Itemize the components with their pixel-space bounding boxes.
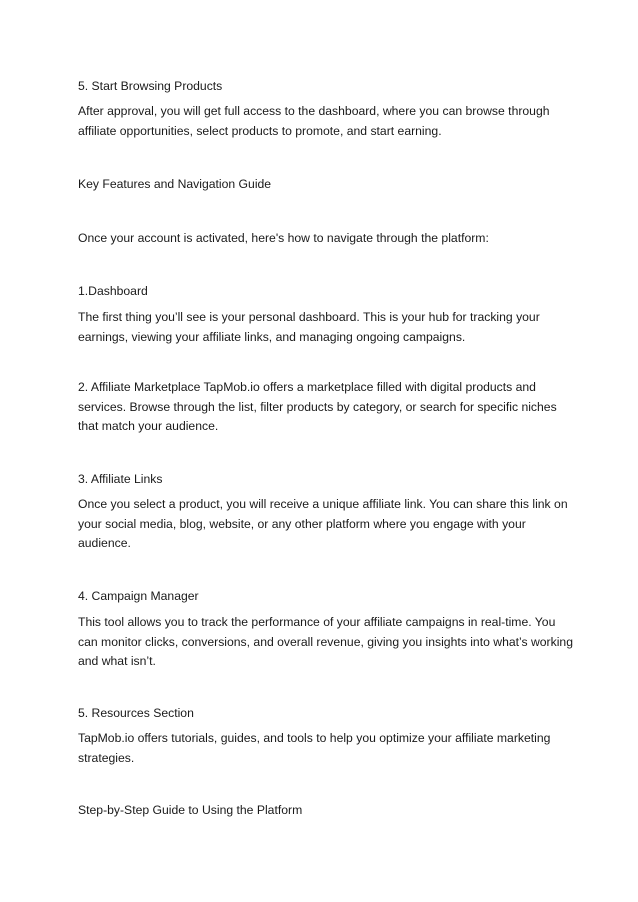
navigation-intro-paragraph: Once your account is activated, here's how to navigate through the platform: bbox=[78, 231, 489, 245]
campaign-manager-heading: 4. Campaign Manager bbox=[78, 589, 199, 603]
affiliate-links-paragraph: Once you select a product, you will receive a unique affiliate link. You can share this link on your social media, blog, website, or any other platform where you engage with your audience. bbox=[78, 497, 568, 550]
affiliate-marketplace-paragraph: 2. Affiliate Marketplace TapMob.io offers a marketplace filled with digital products and services. Browse through the list, filter products by category, or search for specific niches that match your audience. bbox=[78, 380, 557, 433]
key-features-heading: Key Features and Navigation Guide bbox=[78, 177, 272, 191]
resources-paragraph: TapMob.io offers tutorials, guides, and tools to help you optimize your affiliate marketing strategies. bbox=[78, 731, 551, 765]
dashboard-paragraph: The first thing you’ll see is your personal dashboard. This is your hub for tracking your earnings, viewing your affiliate links, and managing ongoing campaigns. bbox=[78, 310, 540, 344]
step-by-step-heading: Step-by-Step Guide to Using the Platform bbox=[78, 803, 303, 817]
start-browsing-paragraph: After approval, you will get full access to the dashboard, where you can browse through affiliate opportunities, select products to promote, and start earning. bbox=[78, 104, 550, 138]
campaign-manager-paragraph: This tool allows you to track the performance of your affiliate campaigns in real-time. You can monitor clicks, conversions, and overall revenue, giving you insights into what’s working and what isn’t. bbox=[78, 615, 573, 668]
dashboard-heading: 1.Dashboard bbox=[78, 284, 148, 298]
resources-heading: 5. Resources Section bbox=[78, 706, 194, 720]
start-browsing-heading: 5. Start Browsing Products bbox=[78, 79, 223, 93]
affiliate-links-heading: 3. Affiliate Links bbox=[78, 472, 163, 486]
